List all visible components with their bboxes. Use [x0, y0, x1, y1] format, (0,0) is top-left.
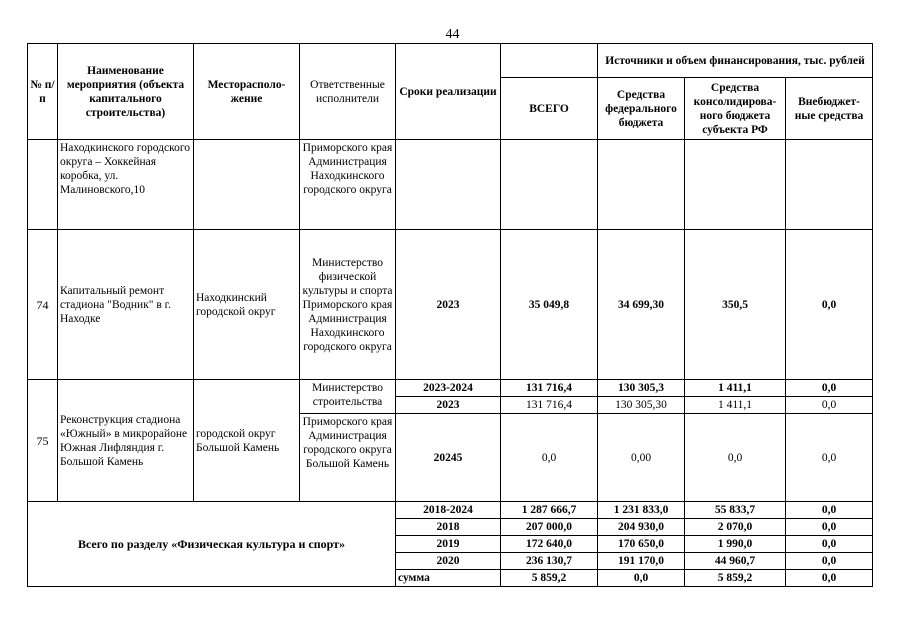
header-funding-group: Источники и объем финансирования, тыс. рублей — [598, 44, 873, 78]
cell-period: 20245 — [396, 414, 501, 502]
cell-period: 2018 — [396, 519, 501, 536]
cell-period — [396, 140, 501, 230]
cell-period: 2023-2024 — [396, 380, 501, 397]
cell-total: 172 640,0 — [501, 536, 598, 553]
cell-location: городской округ Большой Камень — [194, 380, 300, 502]
cell-regional: 44 960,7 — [685, 553, 786, 570]
cell-extra: 0,0 — [786, 502, 873, 519]
table-row — [28, 230, 873, 380]
cell-num — [28, 140, 58, 230]
cell-period: 2020 — [396, 553, 501, 570]
cell-federal: 170 650,0 — [598, 536, 685, 553]
header-federal: Средства федерального бюджета — [598, 78, 685, 140]
header-name: Наименование мероприятия (объекта капитального строительства) — [58, 44, 194, 140]
cell-total: 1 287 666,7 — [501, 502, 598, 519]
cell-extra — [786, 140, 873, 230]
cell-name: Находкинского городского округа – Хоккейная коробка, ул. Малиновского,10 — [58, 140, 194, 230]
header-regional: Средства консолидирова-ного бюджета субъекта РФ — [685, 78, 786, 140]
cell-regional: 1 990,0 — [685, 536, 786, 553]
header-executors: Ответственные исполнители — [300, 44, 396, 140]
header-extra: Внебюджет-ные средства — [786, 78, 873, 140]
page-number: 44 — [445, 27, 460, 42]
cell-period: 2019 — [396, 536, 501, 553]
header-location: Месторасполо-жение — [194, 44, 300, 140]
cell-extra: 0,0 — [786, 397, 873, 414]
cell-period: 2018-2024 — [396, 502, 501, 519]
cell-federal: 204 930,0 — [598, 519, 685, 536]
cell-total: 5 859,2 — [501, 570, 598, 587]
cell-federal: 130 305,3 — [598, 380, 685, 397]
table-row — [28, 502, 873, 519]
cell-executors: Приморского края Администрация Находкинского городского округа — [300, 140, 396, 230]
cell-total: 131 716,4 — [501, 380, 598, 397]
cell-federal: 0,00 — [598, 414, 685, 502]
cell-period: сумма — [396, 570, 501, 587]
cell-federal: 130 305,30 — [598, 397, 685, 414]
cell-regional: 350,5 — [685, 230, 786, 380]
cell-num: 74 — [28, 230, 58, 380]
header-num: № п/п — [28, 44, 58, 140]
cell-federal — [598, 140, 685, 230]
cell-name: Реконструкция стадиона «Южный» в микрорайоне Южная Лифляндия г. Большой Камень — [58, 380, 194, 502]
cell-executors-a: Министерство строительства — [300, 380, 396, 414]
cell-num: 75 — [28, 380, 58, 502]
cell-regional — [685, 140, 786, 230]
cell-extra: 0,0 — [786, 570, 873, 587]
cell-total: 207 000,0 — [501, 519, 598, 536]
cell-extra: 0,0 — [786, 536, 873, 553]
cell-extra: 0,0 — [786, 414, 873, 502]
header-period: Сроки реализации — [396, 44, 501, 140]
cell-regional: 55 833,7 — [685, 502, 786, 519]
cell-total: 0,0 — [501, 414, 598, 502]
cell-extra: 0,0 — [786, 380, 873, 397]
cell-extra: 0,0 — [786, 553, 873, 570]
cell-total: 236 130,7 — [501, 553, 598, 570]
cell-name: Капитальный ремонт стадиона "Водник" в г. Находке — [58, 230, 194, 380]
cell-federal: 191 170,0 — [598, 553, 685, 570]
cell-period: 2023 — [396, 230, 501, 380]
cell-extra: 0,0 — [786, 519, 873, 536]
table-row — [28, 140, 873, 230]
cell-executors: Министерство физической культуры и спорта Приморского края Администрация Находкинского городского округа — [300, 230, 396, 380]
cell-regional: 1 411,1 — [685, 397, 786, 414]
header-total: ВСЕГО — [501, 78, 598, 140]
cell-regional: 1 411,1 — [685, 380, 786, 397]
cell-location — [194, 140, 300, 230]
table-row — [28, 380, 873, 397]
cell-total: 131 716,4 — [501, 397, 598, 414]
cell-federal: 1 231 833,0 — [598, 502, 685, 519]
cell-period: 2023 — [396, 397, 501, 414]
totals-label: Всего по разделу «Физическая культура и спорт» — [28, 502, 396, 587]
financing-table — [27, 43, 873, 587]
cell-executors-b: Приморского края Администрация городского округа Большой Камень — [300, 414, 396, 502]
cell-regional: 5 859,2 — [685, 570, 786, 587]
cell-federal: 0,0 — [598, 570, 685, 587]
cell-location: Находкинский городской округ — [194, 230, 300, 380]
cell-federal: 34 699,30 — [598, 230, 685, 380]
header-blank — [501, 44, 598, 78]
cell-regional: 2 070,0 — [685, 519, 786, 536]
cell-total — [501, 140, 598, 230]
cell-extra: 0,0 — [786, 230, 873, 380]
cell-regional: 0,0 — [685, 414, 786, 502]
cell-total: 35 049,8 — [501, 230, 598, 380]
